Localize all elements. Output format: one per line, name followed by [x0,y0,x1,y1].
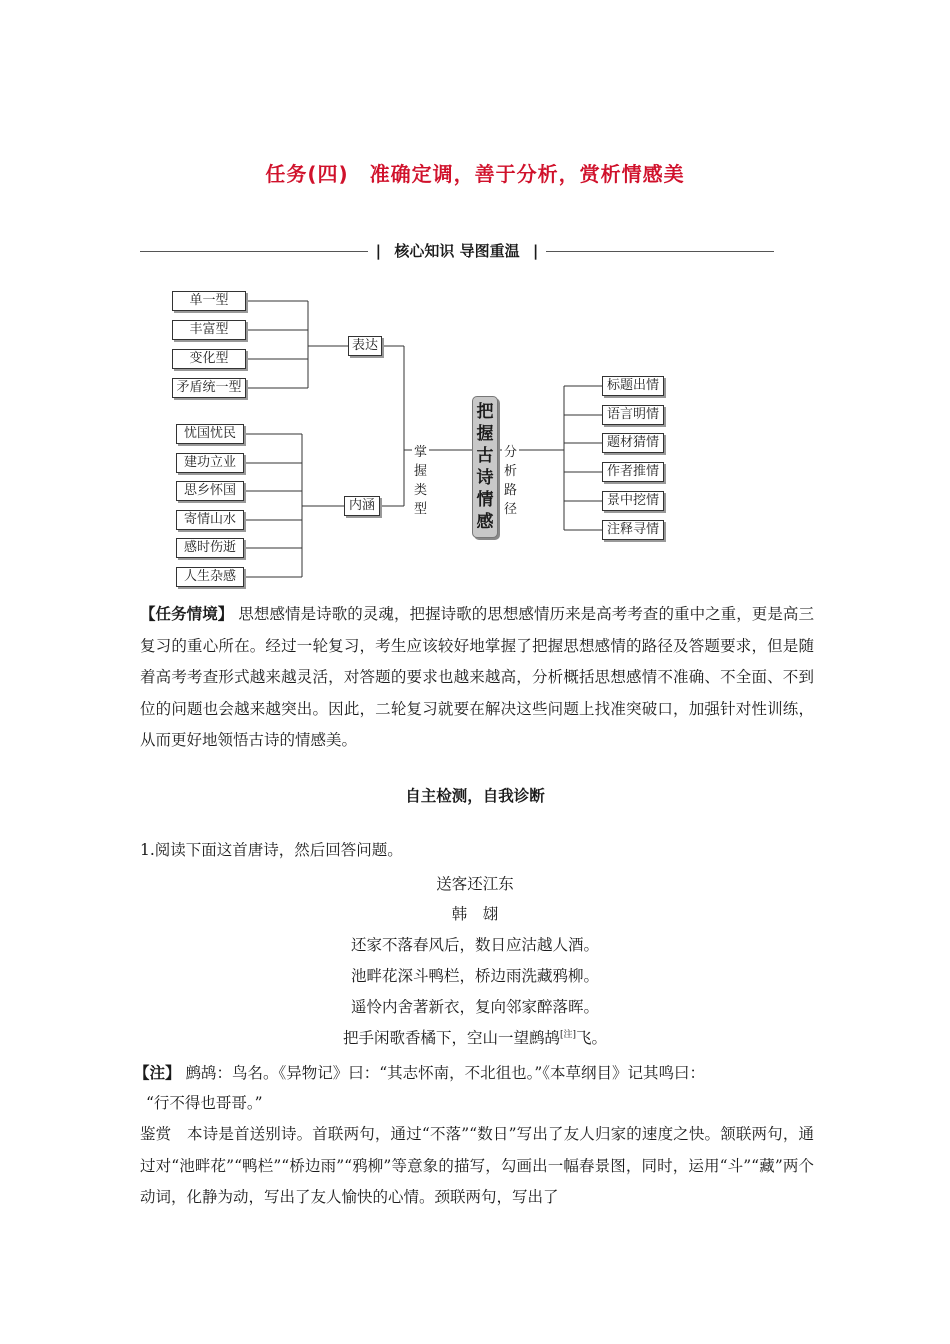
appreciation-text: 本诗是首送别诗。首联两句，通过“不落”“数日”写出了友人归家的速度之快。颔联两句，通过对“池畔花”“鸭栏”“桥边雨”“鸦柳”等意象的描写，勾画出一幅春景图，同时，运用“斗”“藏”两个动词，化静为动，写出了友人愉快的心情。颈联两句，写出了 [140,1125,814,1206]
section-header-text: 核心知识 导图重温 [386,242,527,260]
biaoda-item-2: 丰富型 [172,320,246,340]
page-title: 任务(四) 准确定调，善于分析，赏析情感美 [265,162,685,186]
path-item-3: 题材猜情 [602,433,664,453]
right-connector-label: 分析路径 [502,441,519,517]
task-context-label: 【任务情境】 [140,604,234,623]
left-connector-label: 掌握类型 [412,441,429,517]
poem-line-4 [0,1026,950,1048]
path-item-2: 语言明情 [602,405,664,425]
center-node-text: 把握古诗情感 [476,402,494,532]
poem-title: 送客还江东 [436,875,514,893]
neihan-item-6: 人生杂感 [176,567,244,587]
task-context [140,598,814,757]
poem-author: 韩 翃 [451,905,499,923]
neihan-node: 内涵 [344,496,380,516]
neihan-item-2: 建功立业 [176,453,244,473]
poem-line-1: 还家不落春风后，数日应沽越人酒。 [350,936,599,954]
poem-note-marker: [注] [559,1029,577,1040]
center-node [472,396,498,538]
appreciation [140,1119,814,1214]
poem-line-3: 遥怜内舍著新衣，复向邻家醉落晖。 [350,998,599,1016]
neihan-item-5: 感时伤逝 [176,538,244,558]
section-header: | 核心知识 导图重温 | [140,240,774,262]
path-item-5: 景中挖情 [602,491,664,511]
appreciation-label: 鉴赏 [140,1125,172,1143]
question-1: 1.阅读下面这首唐诗，然后回答问题。 [140,841,403,859]
neihan-item-3: 思乡怀国 [176,481,244,501]
subheading: 自主检测，自我诊断 [405,787,545,805]
poem-line-4-b: 飞。 [576,1029,608,1047]
path-item-1: 标题出情 [602,376,664,396]
note-text: 鹧鸪：鸟名。《异物记》曰：“其志怀南，不北徂也。”《本草纲目》记其鸣曰： [185,1064,706,1082]
task-context-text: 思想感情是诗歌的灵魂，把握诗歌的思想感情历来是高考考查的重中之重，更是高三复习的重心所在。经过一轮复习，考生应该较好地掌握了把握思想感情的路径及答题要求，但是随着高考考查形式越来越灵活，对答题的要求也越来越高，分析概括思想感情不准确、不全面、不到位的问题也会越来越突出。因此，二轮复习就要在解决这些问题上找准突破口，加强针对性训练，从而更好地领悟古诗的情感美。 [140,605,814,749]
note-label: 【注】 [134,1063,181,1082]
note [134,1057,814,1090]
poem-line-4-a: 把手闲歌香橘下，空山一望鹧鸪 [342,1029,560,1047]
path-item-6: 注释寻情 [602,520,664,540]
biaoda-item-1: 单一型 [172,291,246,311]
poem-line-2: 池畔花深斗鸭栏，桥边雨洗藏鸦柳。 [350,967,599,985]
neihan-item-1: 忧国忧民 [176,424,244,444]
path-item-4: 作者推情 [602,462,664,482]
biaoda-node: 表达 [348,336,382,356]
biaoda-item-4: 矛盾统一型 [172,378,246,398]
neihan-item-4: 寄情山水 [176,510,244,530]
note-continued: “行不得也哥哥。” [146,1094,263,1112]
biaoda-item-3: 变化型 [172,349,246,369]
